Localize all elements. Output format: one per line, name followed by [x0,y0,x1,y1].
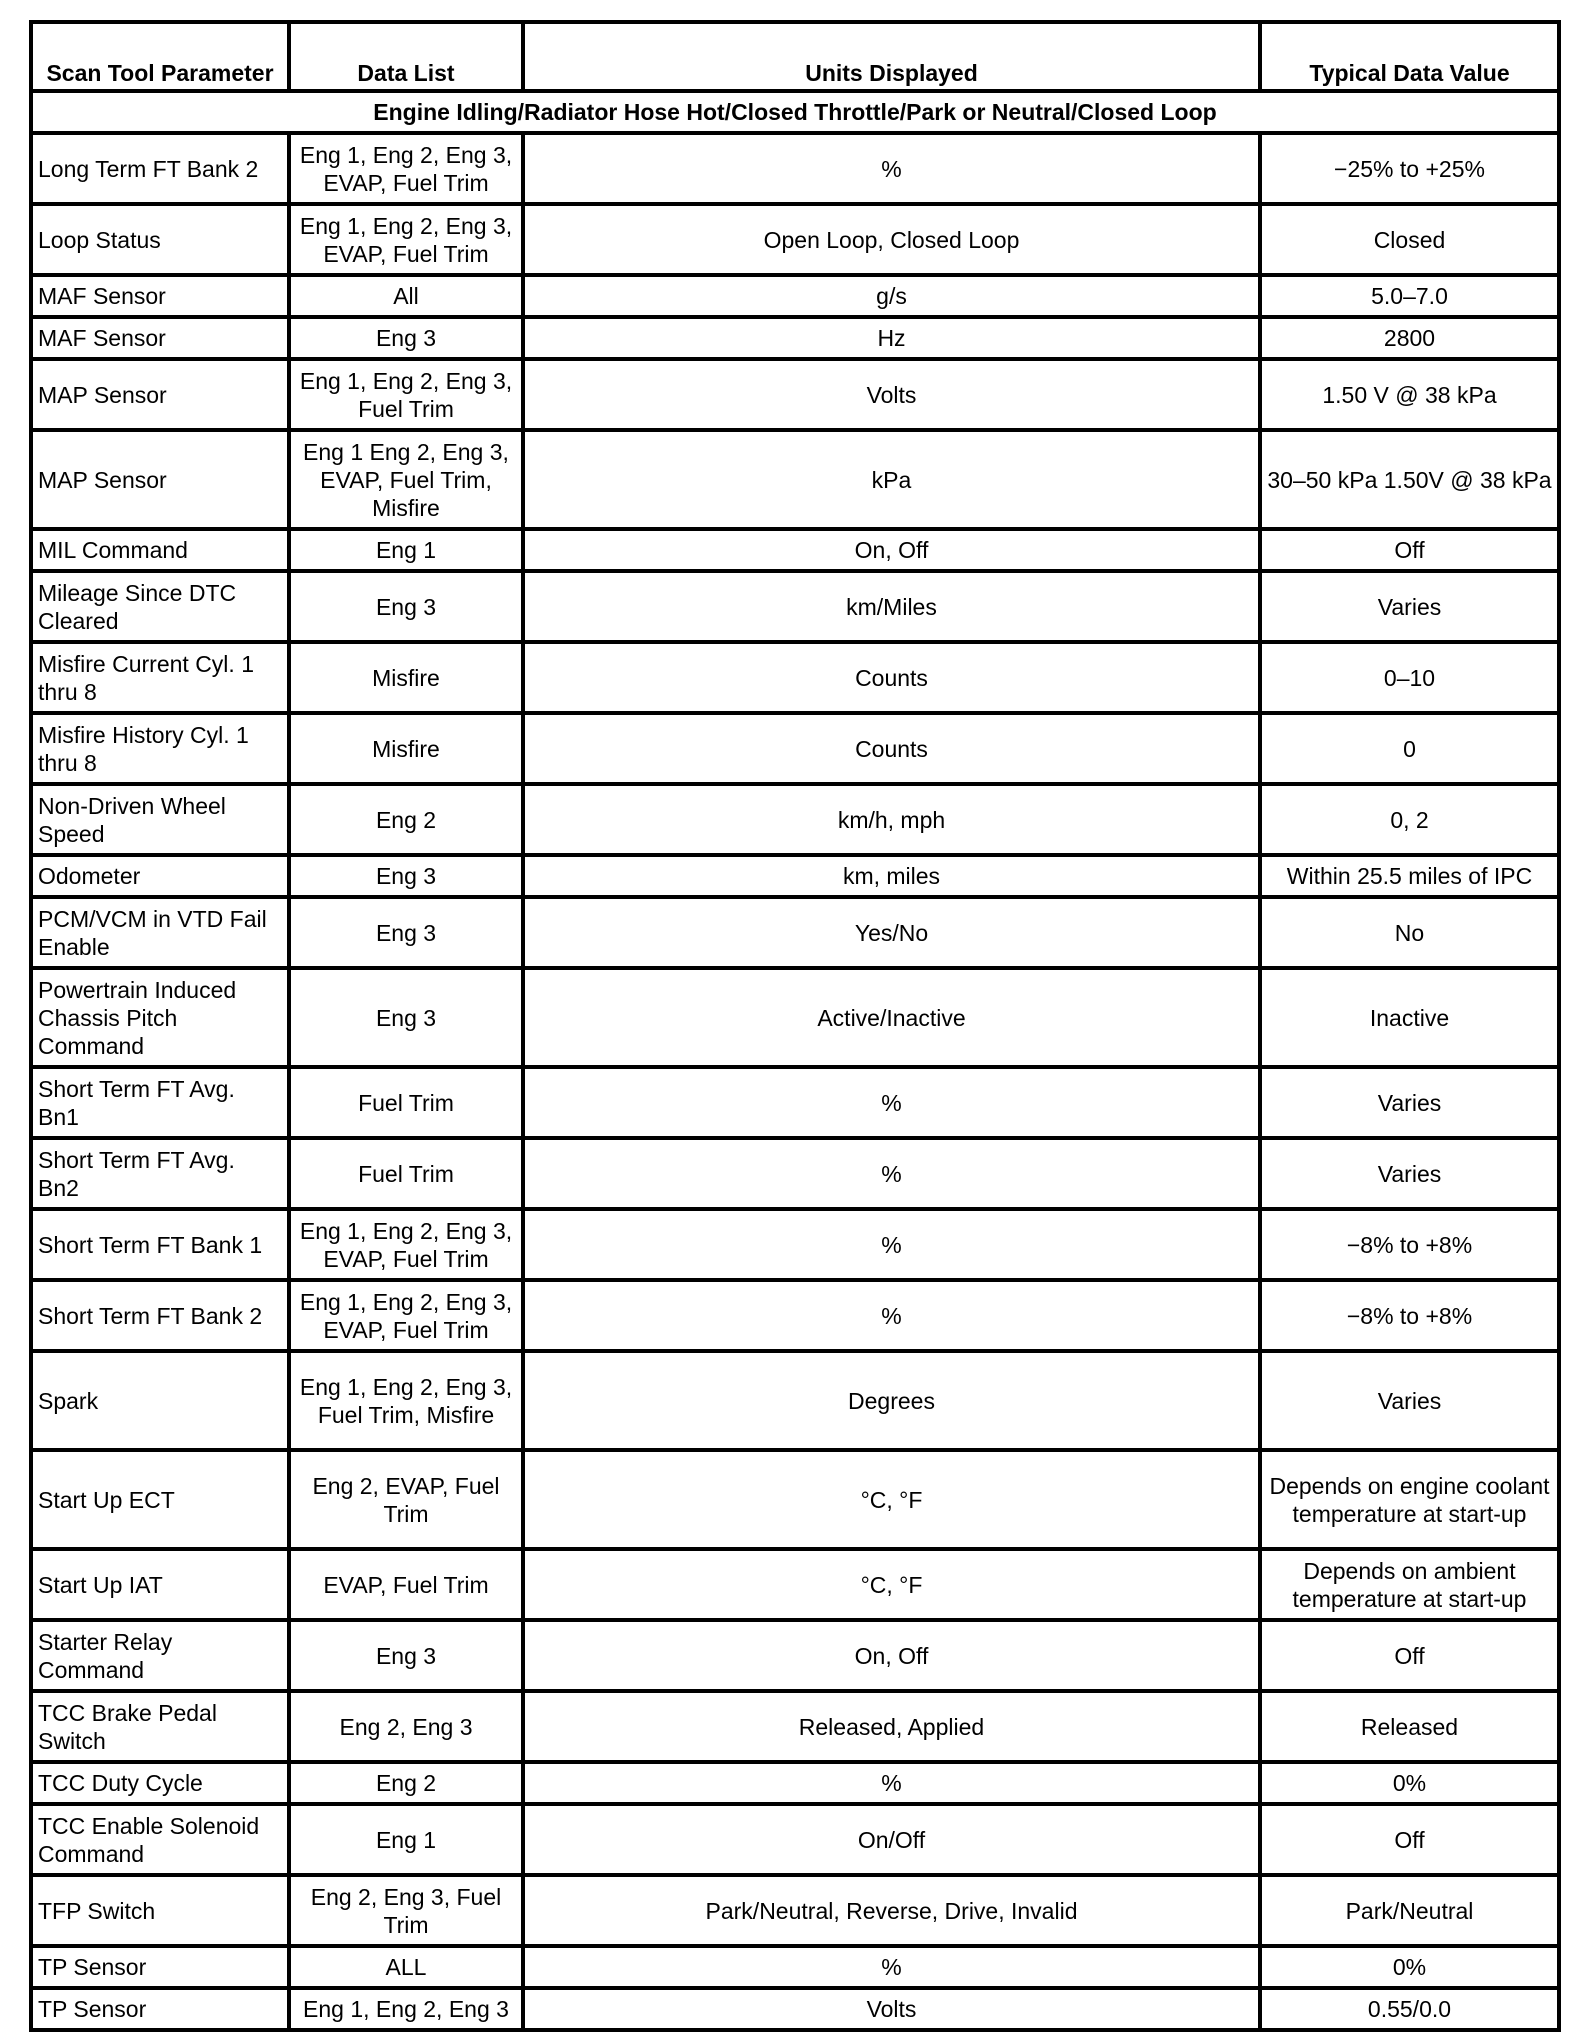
section-title: Engine Idling/Radiator Hose Hot/Closed Throttle/Park or Neutral/Closed Loop [31,91,1559,133]
data-list-cell: Eng 1, Eng 2, Eng 3, EVAP, Fuel Trim [289,1209,523,1280]
parameter-cell: Start Up IAT [31,1549,289,1620]
units-cell: % [523,1209,1260,1280]
units-cell: % [523,1138,1260,1209]
data-list-cell: Eng 2 [289,1762,523,1804]
table-row [31,1620,1559,1691]
table-row [31,1946,1559,1988]
data-list-cell: Eng 1, Eng 2, Eng 3, EVAP, Fuel Trim [289,204,523,275]
parameter-cell: Misfire History Cyl. 1 thru 8 [31,713,289,784]
typical-value-cell: 30–50 kPa 1.50V @ 38 kPa [1260,430,1559,529]
table-row [31,855,1559,897]
header-data-list: Data List [289,22,523,91]
parameter-cell: TCC Duty Cycle [31,1762,289,1804]
parameter-cell: TCC Enable Solenoid Command [31,1804,289,1875]
typical-value-cell: Depends on engine coolant temperature at start-up [1260,1450,1559,1549]
units-cell: kPa [523,430,1260,529]
data-list-cell: Eng 1, Eng 2, Eng 3 [289,1988,523,2030]
table-row [31,359,1559,430]
parameter-cell: TP Sensor [31,1988,289,2030]
scan-tool-data-table [29,20,1561,2032]
parameter-cell: MAP Sensor [31,430,289,529]
table-row [31,1067,1559,1138]
data-list-cell: Eng 1, Eng 2, Eng 3, EVAP, Fuel Trim [289,1280,523,1351]
parameter-cell: Short Term FT Avg. Bn1 [31,1067,289,1138]
table-row [31,133,1559,204]
parameter-cell: Non-Driven Wheel Speed [31,784,289,855]
data-list-cell: Eng 3 [289,1620,523,1691]
table-row [31,1351,1559,1450]
typical-value-cell: 0% [1260,1762,1559,1804]
table-row [31,1549,1559,1620]
units-cell: % [523,1762,1260,1804]
typical-value-cell: −8% to +8% [1260,1209,1559,1280]
table-row [31,1691,1559,1762]
typical-value-cell: Released [1260,1691,1559,1762]
units-cell: Open Loop, Closed Loop [523,204,1260,275]
units-cell: % [523,133,1260,204]
data-list-cell: Misfire [289,713,523,784]
parameter-cell: Short Term FT Avg. Bn2 [31,1138,289,1209]
data-list-cell: Eng 2, EVAP, Fuel Trim [289,1450,523,1549]
data-list-cell: Eng 1, Eng 2, Eng 3, EVAP, Fuel Trim [289,133,523,204]
parameter-cell: MAF Sensor [31,275,289,317]
data-list-cell: Eng 1 [289,529,523,571]
data-list-cell: Eng 1 [289,1804,523,1875]
units-cell: km, miles [523,855,1260,897]
typical-value-cell: Within 25.5 miles of IPC [1260,855,1559,897]
parameter-cell: Powertrain Induced Chassis Pitch Command [31,968,289,1067]
table-row [31,529,1559,571]
typical-value-cell: Off [1260,529,1559,571]
typical-value-cell: Closed [1260,204,1559,275]
typical-value-cell: −8% to +8% [1260,1280,1559,1351]
units-cell: km/Miles [523,571,1260,642]
table-row [31,317,1559,359]
typical-value-cell: 0.55/0.0 [1260,1988,1559,2030]
table-row [31,784,1559,855]
table-row [31,1804,1559,1875]
units-cell: Park/Neutral, Reverse, Drive, Invalid [523,1875,1260,1946]
typical-value-cell: 0, 2 [1260,784,1559,855]
units-cell: g/s [523,275,1260,317]
units-cell: % [523,1280,1260,1351]
data-list-cell: Fuel Trim [289,1138,523,1209]
table-row [31,275,1559,317]
units-cell: Counts [523,642,1260,713]
units-cell: km/h, mph [523,784,1260,855]
typical-value-cell: 2800 [1260,317,1559,359]
typical-value-cell: 1.50 V @ 38 kPa [1260,359,1559,430]
parameter-cell: Start Up ECT [31,1450,289,1549]
data-list-cell: Fuel Trim [289,1067,523,1138]
typical-value-cell: Varies [1260,1138,1559,1209]
table-row [31,897,1559,968]
typical-value-cell: −25% to +25% [1260,133,1559,204]
parameter-cell: MAP Sensor [31,359,289,430]
table-row [31,713,1559,784]
header-typical-value: Typical Data Value [1260,22,1559,91]
units-cell: Volts [523,359,1260,430]
header-row [31,22,1559,91]
data-list-cell: Eng 1, Eng 2, Eng 3, Fuel Trim, Misfire [289,1351,523,1450]
data-list-cell: Eng 2, Eng 3 [289,1691,523,1762]
data-list-cell: Eng 3 [289,571,523,642]
units-cell: Hz [523,317,1260,359]
data-list-cell: Eng 1, Eng 2, Eng 3, Fuel Trim [289,359,523,430]
typical-value-cell: Varies [1260,571,1559,642]
header-units: Units Displayed [523,22,1260,91]
parameter-cell: Spark [31,1351,289,1450]
units-cell: Degrees [523,1351,1260,1450]
typical-value-cell: Off [1260,1620,1559,1691]
parameter-cell: TP Sensor [31,1946,289,1988]
table-row [31,1450,1559,1549]
typical-value-cell: Varies [1260,1351,1559,1450]
parameter-cell: TCC Brake Pedal Switch [31,1691,289,1762]
table-row [31,1280,1559,1351]
units-cell: On, Off [523,1620,1260,1691]
units-cell: Counts [523,713,1260,784]
data-list-cell: Eng 3 [289,897,523,968]
parameter-cell: PCM/VCM in VTD Fail Enable [31,897,289,968]
parameter-cell: MIL Command [31,529,289,571]
units-cell: Released, Applied [523,1691,1260,1762]
parameter-cell: Short Term FT Bank 2 [31,1280,289,1351]
data-list-cell: Eng 1 Eng 2, Eng 3, EVAP, Fuel Trim, Misfire [289,430,523,529]
units-cell: Yes/No [523,897,1260,968]
parameter-cell: Short Term FT Bank 1 [31,1209,289,1280]
parameter-cell: Long Term FT Bank 2 [31,133,289,204]
data-list-cell: Eng 3 [289,855,523,897]
data-list-cell: Eng 3 [289,968,523,1067]
parameter-cell: Mileage Since DTC Cleared [31,571,289,642]
typical-value-cell: 0% [1260,1946,1559,1988]
table-row [31,642,1559,713]
parameter-cell: Starter Relay Command [31,1620,289,1691]
units-cell: °C, °F [523,1549,1260,1620]
units-cell: % [523,1067,1260,1138]
data-list-cell: Eng 3 [289,317,523,359]
table-row [31,1988,1559,2030]
typical-value-cell: Varies [1260,1067,1559,1138]
section-row [31,91,1559,133]
units-cell: On, Off [523,529,1260,571]
data-list-cell: Eng 2 [289,784,523,855]
units-cell: °C, °F [523,1450,1260,1549]
typical-value-cell: Off [1260,1804,1559,1875]
parameter-cell: Loop Status [31,204,289,275]
units-cell: % [523,1946,1260,1988]
typical-value-cell: 5.0–7.0 [1260,275,1559,317]
typical-value-cell: Park/Neutral [1260,1875,1559,1946]
data-list-cell: Eng 2, Eng 3, Fuel Trim [289,1875,523,1946]
parameter-cell: MAF Sensor [31,317,289,359]
data-list-cell: EVAP, Fuel Trim [289,1549,523,1620]
table-row [31,430,1559,529]
table-row [31,1875,1559,1946]
parameter-cell: Odometer [31,855,289,897]
units-cell: Active/Inactive [523,968,1260,1067]
data-list-cell: Misfire [289,642,523,713]
parameter-cell: Misfire Current Cyl. 1 thru 8 [31,642,289,713]
units-cell: Volts [523,1988,1260,2030]
table-row [31,204,1559,275]
table-row [31,571,1559,642]
header-parameter: Scan Tool Parameter [31,22,289,91]
table-row [31,1762,1559,1804]
typical-value-cell: Depends on ambient temperature at start-up [1260,1549,1559,1620]
units-cell: On/Off [523,1804,1260,1875]
typical-value-cell: 0 [1260,713,1559,784]
data-list-cell: ALL [289,1946,523,1988]
typical-value-cell: 0–10 [1260,642,1559,713]
table-row [31,1209,1559,1280]
typical-value-cell: No [1260,897,1559,968]
table-row [31,1138,1559,1209]
typical-value-cell: Inactive [1260,968,1559,1067]
parameter-cell: TFP Switch [31,1875,289,1946]
table-row [31,968,1559,1067]
data-list-cell: All [289,275,523,317]
